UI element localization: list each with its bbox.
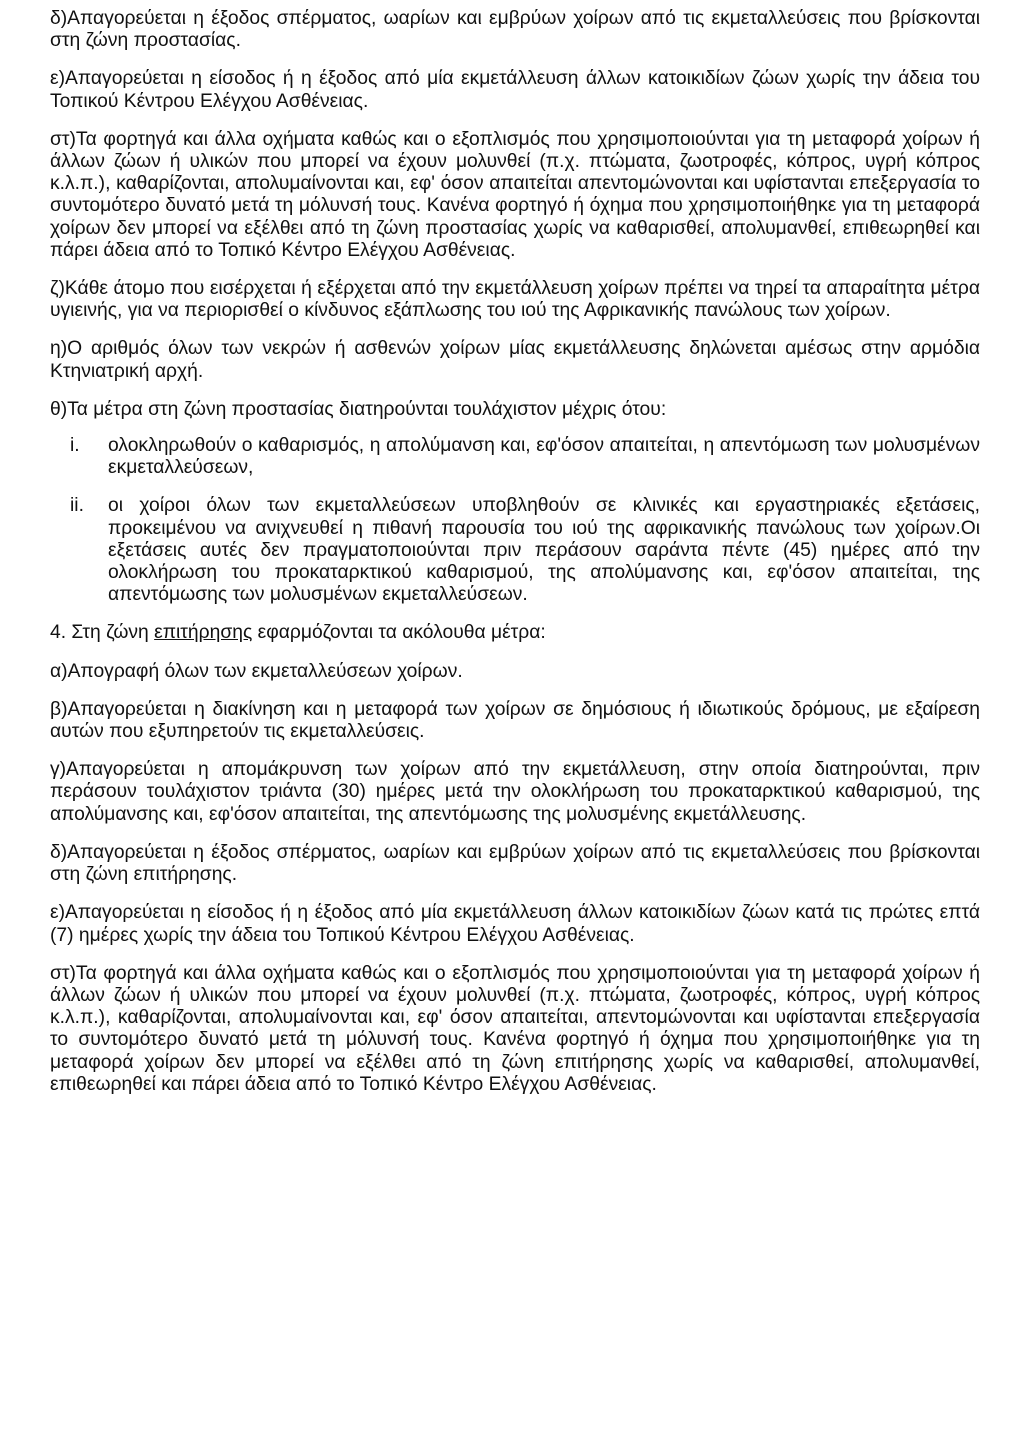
protection-zone-item-th: θ)Τα μέτρα στη ζώνη προστασίας διατηρούνται τουλάχιστον μέχρις ότου: [50, 398, 667, 420]
list-item-text: οι χοίροι όλων των εκμεταλλεύσεων υποβληθούν σε κλινικές και εργαστηριακές εξετάσεις, προκειμένου να ανιχνευθεί η πιθανή παρουσία του ιού της αφρικανικής πανώλους των χοίρων.Οι εξετάσεις αυτές δεν πραγματοποιούνται πριν περάσουν σαράντα πέντε (45) ημέρες από την ολοκλήρωση του προκαταρκτικού καθαρισμού, της απολύμανσης και, εφ'όσον απαιτείται, της απεντόμωσης των μολυσμένων εκμεταλλεύσεων. [108, 495, 980, 606]
protection-zone-item-d: δ)Απαγορεύεται η έξοδος σπέρματος, ωαρίων και εμβρύων χοίρων από τις εκμεταλλεύσεις που βρίσκονται στη ζώνη προστασίας. [50, 8, 980, 52]
list-item-text: ολοκληρωθούν ο καθαρισμός, η απολύμανση και, εφ'όσον απαιτείται, η απεντόμωση των μολυσμένων εκμεταλλεύσεων, [108, 435, 980, 479]
document-page [50, 8, 980, 1112]
list-marker: ii. [70, 495, 84, 517]
surveillance-zone-item-e: ε)Απαγορεύεται η είσοδος ή η έξοδος από μία εκμετάλλευση άλλων κατοικιδίων ζώων κατά τις πρώτες επτά (7) ημέρες χωρίς την άδεια του Τοπικού Κέντρου Ελέγχου Ασθένειας. [50, 902, 980, 946]
surveillance-zone-item-a: α)Απογραφή όλων των εκμεταλλεύσεων χοίρων. [50, 660, 463, 682]
protection-zone-item-h: η)Ο αριθμός όλων των νεκρών ή ασθενών χοίρων μίας εκμετάλλευσης δηλώνεται αμέσως στην αρμόδια Κτηνιατρική αρχή. [50, 338, 980, 382]
protection-zone-conditions-list [50, 435, 980, 606]
list-marker: i. [70, 435, 80, 457]
heading-suffix: εφαρμόζονται τα ακόλουθα μέτρα: [252, 622, 546, 644]
protection-zone-item-z: ζ)Κάθε άτομο που εισέρχεται ή εξέρχεται από την εκμετάλλευση χοίρων πρέπει να τηρεί τα απαραίτητα μέτρα υγιεινής, για να περιορισθεί ο κίνδυνος εξάπλωσης του ιού της Αφρικανικής πανώλους των χοίρων. [50, 278, 980, 322]
protection-zone-item-st: στ)Τα φορτηγά και άλλα οχήματα καθώς και ο εξοπλισμός που χρησιμοποιούνται για τη μεταφορά χοίρων ή άλλων ζώων ή υλικών που μπορεί να έχουν μολυνθεί (π.χ. πτώματα, ζωοτροφές, κόπρος, υγρή κόπρος κ.λ.π.), καθαρίζονται, απολυμαίνονται και, εφ' όσον απαιτείται απεντομώνονται και υφίστανται επεξεργασία το συντομότερο δυνατό μετά τη μόλυνσή τους. Κανένα φορτηγό ή όχημα που χρησιμοποιήθηκε για τη μεταφορά χοίρων δεν μπορεί να εξέλθει από τη ζώνη προστασίας χωρίς να καθαρισθεί, απολυμανθεί, επιθεωρηθεί και πάρει άδεια από το Τοπικό Κέντρο Ελέγχου Ασθένειας. [50, 128, 980, 261]
heading-prefix: 4. Στη ζώνη [50, 622, 155, 644]
surveillance-zone-heading [50, 622, 980, 644]
surveillance-zone-item-st: στ)Τα φορτηγά και άλλα οχήματα καθώς και ο εξοπλισμός που χρησιμοποιούνται για τη μεταφορά χοίρων ή άλλων ζώων ή υλικών που μπορεί να έχουν μολυνθεί (π.χ. πτώματα, ζωοτροφές, κόπρος, υγρή κόπρος κ.λ.π.), καθαρίζονται, απολυμαίνονται και, εφ' όσον απαιτείται, απεντομώνονται και υφίστανται επεξεργασία το συντομότερο δυνατό μετά τη μόλυνσή τους. Κανένα φορτηγό ή όχημα που χρησιμοποιήθηκε για τη μεταφορά χοίρων δεν μπορεί να εξέλθει από τη ζώνη επιτήρησης χωρίς να καθαρισθεί, απολυμανθεί, επιθεωρηθεί και πάρει άδεια από το Τοπικό Κέντρο Ελέγχου Ασθένειας. [50, 962, 980, 1095]
surveillance-zone-item-g: γ)Απαγορεύεται η απομάκρυνση των χοίρων από την εκμετάλλευση, στην οποία διατηρούνται, πριν περάσουν τουλάχιστον τριάντα (30) ημέρες μετά την ολοκλήρωση του προκαταρκτικού καθαρισμού, της απολύμανσης και, εφ'όσον απαιτείται, της απεντόμωσης της μολυσμένης εκμετάλλευσης. [50, 759, 980, 825]
protection-zone-item-e: ε)Απαγορεύεται η είσοδος ή η έξοδος από μία εκμετάλλευση άλλων κατοικιδίων ζώων χωρίς την άδεια του Τοπικού Κέντρου Ελέγχου Ασθένειας. [50, 68, 980, 112]
surveillance-zone-item-d: δ)Απαγορεύεται η έξοδος σπέρματος, ωαρίων και εμβρύων χοίρων από τις εκμεταλλεύσεις που βρίσκονται στη ζώνη επιτήρησης. [50, 841, 980, 886]
list-item [50, 495, 980, 606]
heading-underlined-word: επιτήρησης [154, 622, 253, 644]
list-item [50, 435, 980, 479]
surveillance-zone-item-b: β)Απαγορεύεται η διακίνηση και η μεταφορά των χοίρων σε δημόσιους ή ιδιωτικούς δρόμους, με εξαίρεση αυτών που εξυπηρετούν τις εκμεταλλεύσεις. [50, 698, 980, 743]
